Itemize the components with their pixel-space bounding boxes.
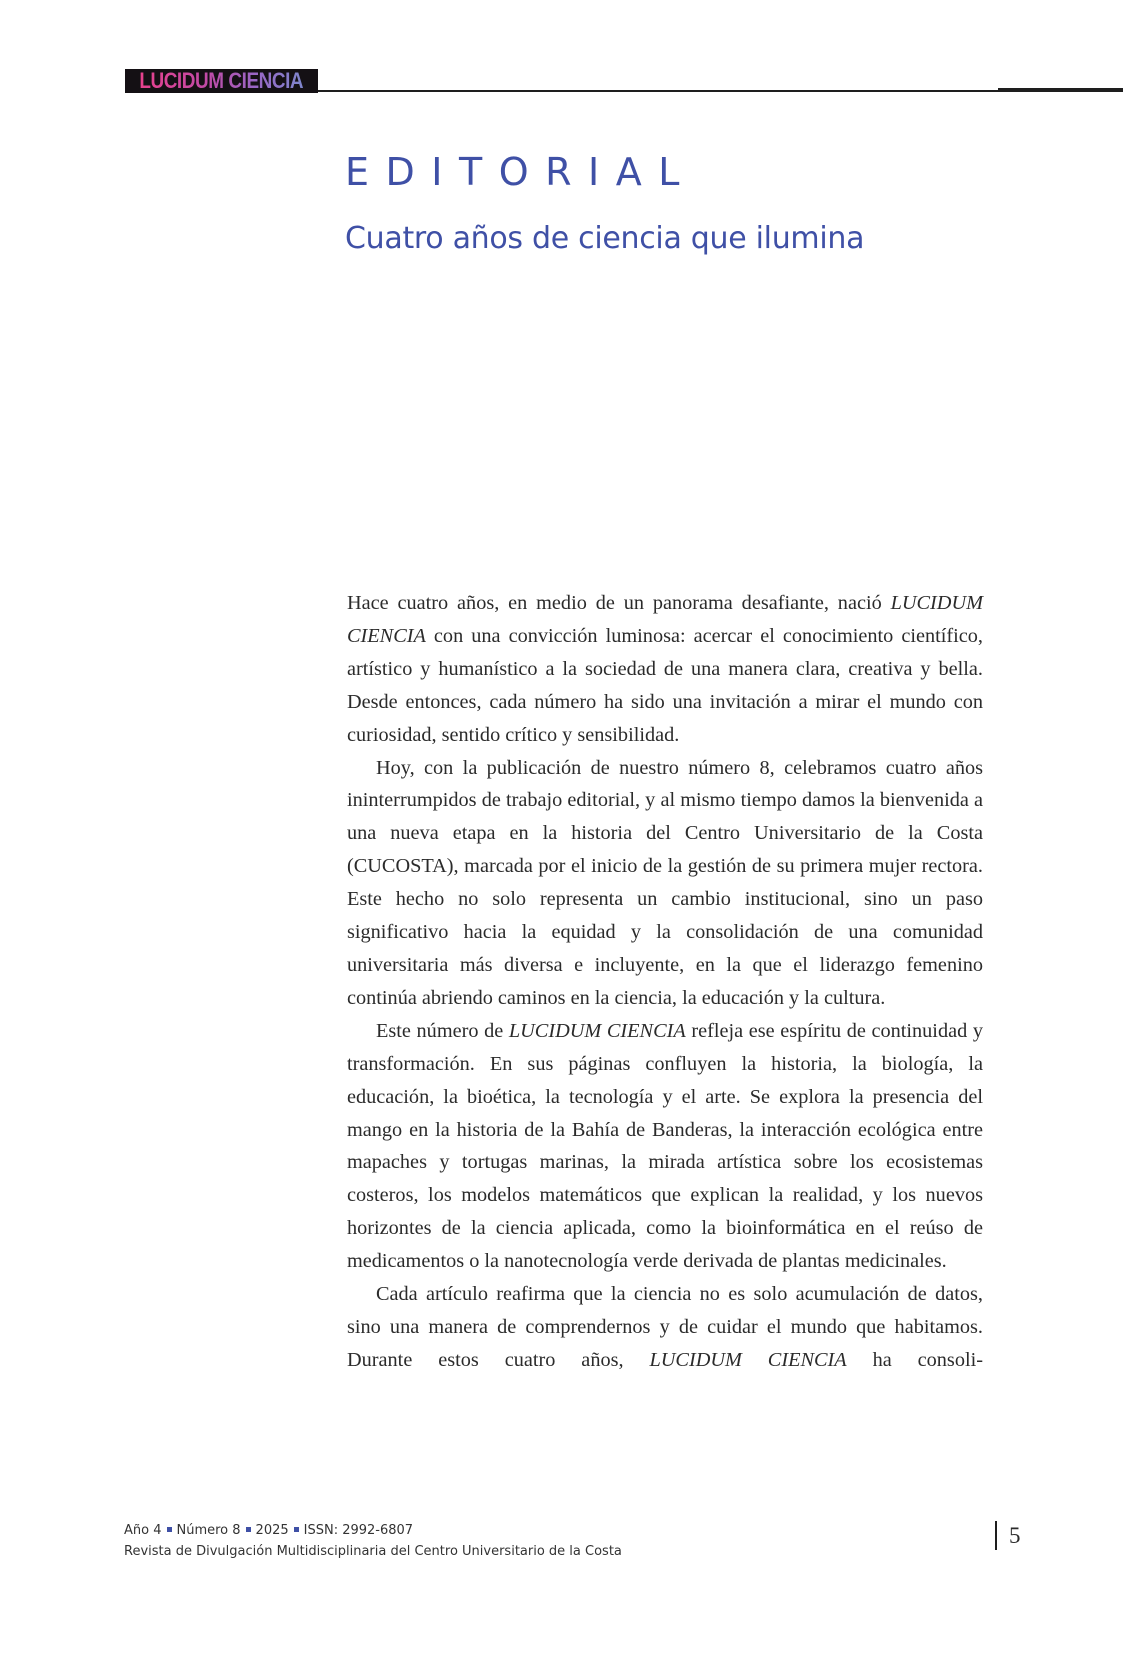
publication-year: 2025 [255,1523,289,1538]
page-number: 5 [1009,1523,1021,1548]
issue-info [124,1520,622,1541]
paragraph-3 [347,1015,983,1278]
journal-description: Revista de Divulgación Multidisciplinaria del Centro Universitario de la Costa [124,1544,622,1559]
article-body [347,587,983,1377]
text-segment: con una convicción luminosa: acercar el conocimiento científico, artístico y humanístico a la sociedad de una manera clara, creativa y bella. Desde entonces, cada número ha sido una invitación a mirar el mundo con curiosidad, sentido crítico y sensibilidad. [347,624,983,746]
header-rule-accent [998,88,1123,92]
article-title: Cuatro años de ciencia que ilumina [345,221,865,256]
text-segment: ha consoli- [846,1348,983,1371]
paragraph-4 [347,1278,983,1377]
journal-logo [125,69,318,93]
section-title: EDITORIAL [345,150,696,194]
journal-name-italic: LUCIDUM CIENCIA [508,1019,686,1042]
text-segment: Este número de [376,1019,509,1042]
page-number-divider [995,1521,997,1550]
text-segment: Cada artículo reafirma que la ciencia no es solo acumulación de datos, sino una manera de comprendernos y de cuidar el mundo que habitamos. Durante estos cuatro años, [347,1283,983,1371]
page-footer [124,1520,622,1562]
paragraph-1 [347,587,983,752]
journal-name-italic: LUCIDUM CIENCIA [649,1348,847,1371]
square-bullet-icon [167,1527,172,1532]
square-bullet-icon [246,1527,251,1532]
text-segment: refleja ese espíritu de continuidad y transformación. En sus páginas confluyen la historia, la biología, la educación, la bioética, la tecnología y el arte. Se explora la presencia del mango en la historia de la Bahía de Banderas, la interacción ecológica entre mapaches y tortugas marinas, la mirada artística sobre los ecosistemas costeros, los modelos matemáticos que explican la realidad, y los nuevos horizontes de la ciencia aplicada, como la bioinformática en el reúso de medicamentos o la nanotecnología verde derivada de plantas medicinales. [347,1019,983,1273]
paragraph-2 [347,752,983,1015]
volume-year: Año 4 [124,1523,162,1538]
journal-logo-text: LUCIDUM CIENCIA [139,69,304,93]
journal-name-italic: LUCIDUM CIENCIA [347,592,983,647]
issue-number: Número 8 [176,1523,241,1538]
issn: ISSN: 2992-6807 [303,1523,414,1538]
text-segment: Hoy, con la publicación de nuestro número 8, celebramos cuatro años ininterrumpidos de trabajo editorial, y al mismo tiempo damos la bienvenida a una nueva etapa en la historia del Centro Universitario de la Costa (CUCOSTA), marcada por el inicio de la gestión de su primera mujer rectora. Este hecho no solo representa un cambio institucional, sino un paso significativo hacia la equidad y la consolidación de una comunidad universitaria más diversa e incluyente, en la que el liderazgo femenino continúa abriendo caminos en la ciencia, la educación y la cultura. [347,756,983,1009]
square-bullet-icon [294,1527,299,1532]
text-segment: Hace cuatro años, en medio de un panorama desafiante, nació [347,592,891,614]
